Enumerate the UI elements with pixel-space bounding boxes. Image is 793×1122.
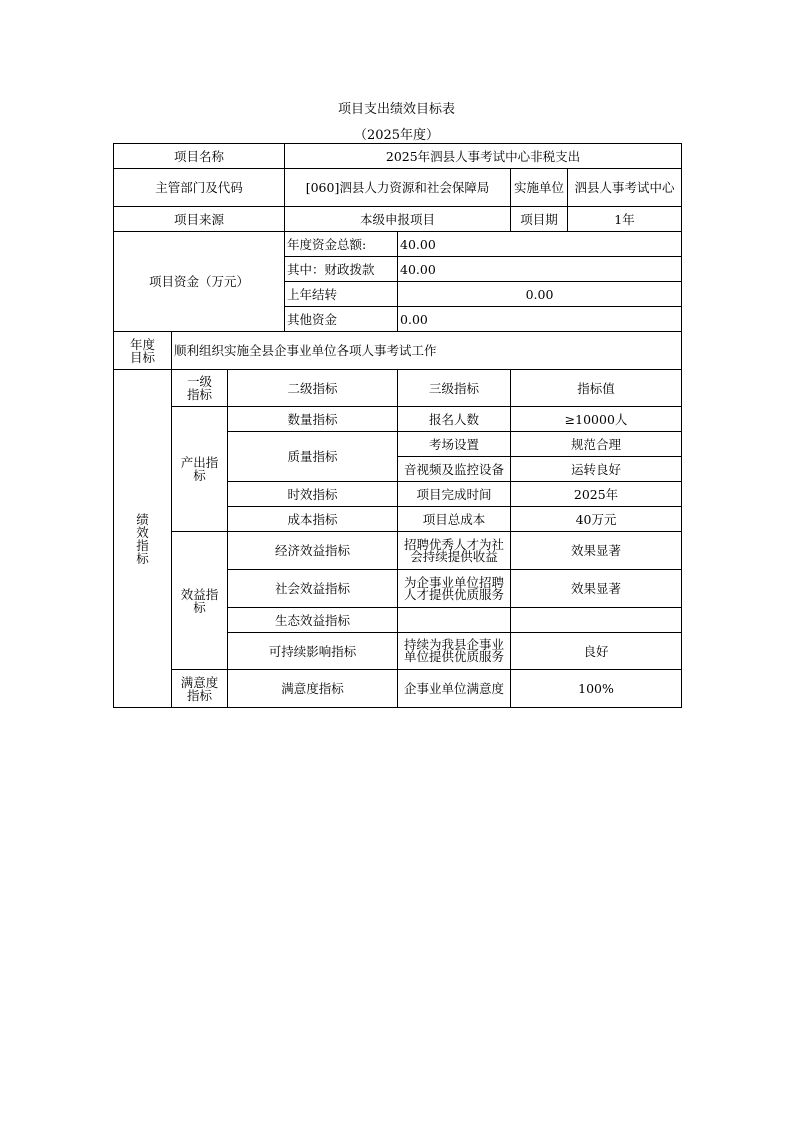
quantity-value: ≥10000人: [511, 407, 682, 432]
satisfaction-value: 100%: [511, 670, 682, 708]
quantity-level2: 数量指标: [228, 407, 398, 432]
cost-value: 40万元: [511, 507, 682, 532]
page-subtitle: （2025年度）: [353, 128, 440, 143]
funds-fiscal-label: 其中：财政拨款: [285, 257, 398, 282]
quantity-level3: 报名人数: [398, 407, 511, 432]
dept-value: [060]泗县人力资源和社会保障局: [285, 169, 511, 207]
impl-unit-value: 泗县人事考试中心: [568, 169, 682, 207]
page-title: 项目支出绩效目标表: [337, 102, 455, 117]
period-label: 项目期: [511, 207, 568, 232]
cost-level2: 成本指标: [228, 507, 398, 532]
impl-unit-label: 实施单位: [511, 169, 568, 207]
perf-indicators-label: 绩效指标: [114, 370, 172, 708]
period-value: 1年: [568, 207, 682, 232]
funds-label: 项目资金（万元）: [114, 232, 285, 332]
project-name-value: 2025年泗县人事考试中心非税支出: [285, 144, 682, 169]
sustain-level2: 可持续影响指标: [228, 633, 398, 670]
social-level3: 为企事业单位招聘人才提供优质服务: [398, 570, 511, 608]
header-value: 指标值: [511, 370, 682, 407]
quality-level3-venue: 考场设置: [398, 432, 511, 457]
benefit-indicators-label: 效益指标: [172, 532, 228, 670]
quality-value-venue: 规范合理: [511, 432, 682, 457]
quality-level3-av: 音视频及监控设备: [398, 457, 511, 482]
sustain-value: 良好: [511, 633, 682, 670]
output-indicators-label: 产出指标: [172, 407, 228, 532]
dept-label: 主管部门及代码: [114, 169, 285, 207]
econ-value: 效果显著: [511, 532, 682, 570]
timeliness-value: 2025年: [511, 482, 682, 507]
funds-other-value: 0.00: [398, 307, 682, 332]
econ-level3: 招聘优秀人才为社会持续提供收益: [398, 532, 511, 570]
source-value: 本级申报项目: [285, 207, 511, 232]
source-label: 项目来源: [114, 207, 285, 232]
funds-fiscal-value: 40.00: [398, 257, 682, 282]
header-level3: 三级指标: [398, 370, 511, 407]
funds-carryover-label: 上年结转: [285, 282, 398, 307]
header-level2: 二级指标: [228, 370, 398, 407]
satisfaction-level2: 满意度指标: [228, 670, 398, 708]
eco-level2: 生态效益指标: [228, 608, 398, 633]
social-value: 效果显著: [511, 570, 682, 608]
eco-value: [511, 608, 682, 633]
header-level1: 一级指标: [172, 370, 228, 407]
satisfaction-level3: 企事业单位满意度: [398, 670, 511, 708]
project-name-label: 项目名称: [114, 144, 285, 169]
funds-carryover-value: 0.00: [398, 282, 682, 307]
funds-total-value: 40.00: [398, 232, 682, 257]
funds-other-label: 其他资金: [285, 307, 398, 332]
econ-level2: 经济效益指标: [228, 532, 398, 570]
eco-level3: [398, 608, 511, 633]
annual-goal-label: 年度目标: [114, 332, 172, 370]
quality-level2: 质量指标: [228, 432, 398, 482]
cost-level3: 项目总成本: [398, 507, 511, 532]
funds-total-label: 年度资金总额:: [285, 232, 398, 257]
timeliness-level3: 项目完成时间: [398, 482, 511, 507]
satisfaction-indicators-label: 满意度指标: [172, 670, 228, 708]
sustain-level3: 持续为我县企事业单位提供优质服务: [398, 633, 511, 670]
social-level2: 社会效益指标: [228, 570, 398, 608]
performance-table: [113, 143, 682, 708]
timeliness-level2: 时效指标: [228, 482, 398, 507]
annual-goal-value: 顺利组织实施全县企事业单位各项人事考试工作: [172, 332, 682, 370]
quality-value-av: 运转良好: [511, 457, 682, 482]
